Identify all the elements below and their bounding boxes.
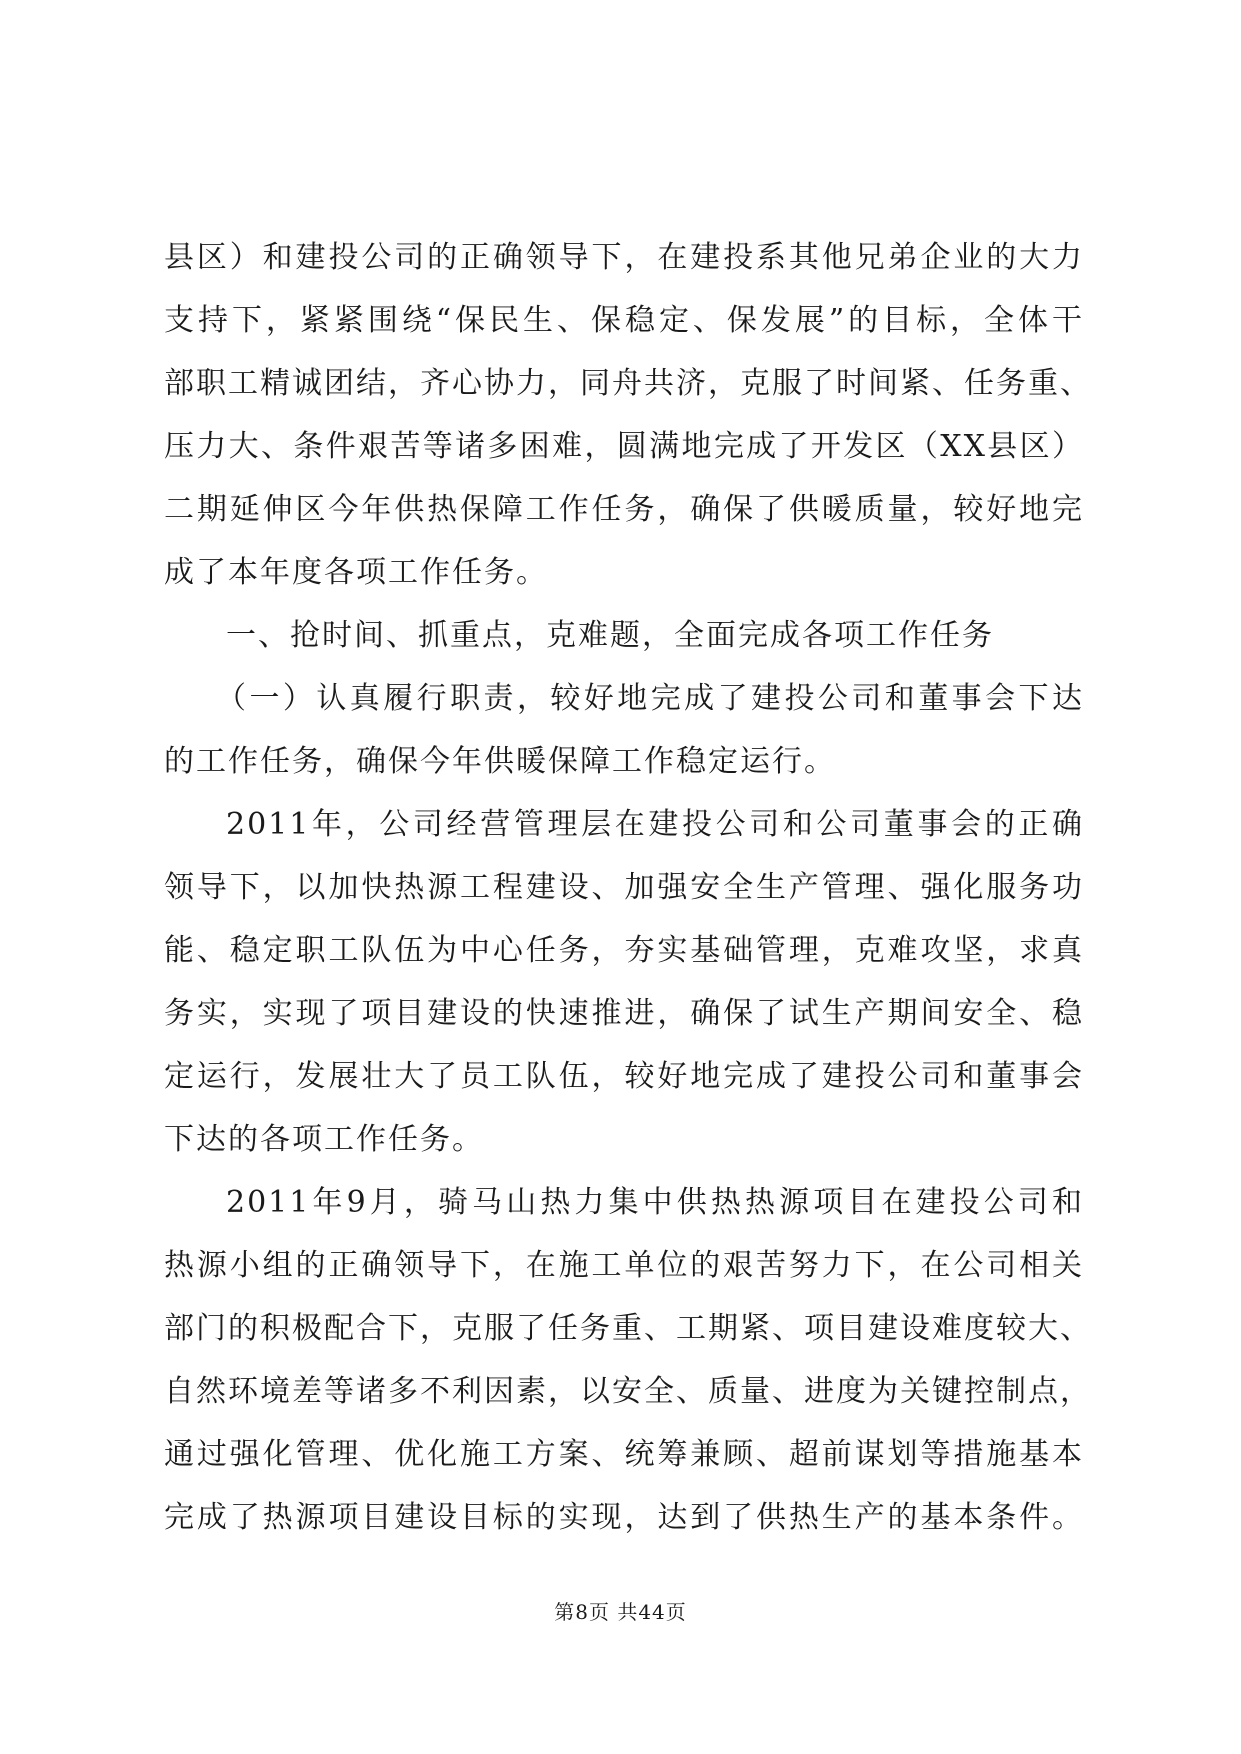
section-heading: 一、抢时间、抓重点，克难题，全面完成各项工作任务 xyxy=(226,618,994,653)
text-line: 务实，实现了项目建设的快速推进，确保了试生产期间安全、稳 xyxy=(164,996,1084,1031)
text-line: 下达的各项工作任务。 xyxy=(164,1122,484,1157)
subsection-heading: （一）认真履行职责，较好地完成了建投公司和董事会下达 xyxy=(216,681,1084,716)
text-line: 领导下，以加快热源工程建设、加强安全生产管理、强化服务功 xyxy=(164,870,1084,905)
text-line: 定运行，发展壮大了员工队伍，较好地完成了建投公司和董事会 xyxy=(164,1059,1084,1094)
text-line: 通过强化管理、优化施工方案、统筹兼顾、超前谋划等措施基本 xyxy=(164,1437,1084,1472)
text-line: 二期延伸区今年供热保障工作任务，确保了供暖质量，较好地完 xyxy=(164,492,1084,527)
page-number: 第8页 共44页 xyxy=(554,1600,687,1624)
text-line: 自然环境差等诸多不利因素，以安全、质量、进度为关键控制点， xyxy=(164,1374,1092,1409)
text-line: 压力大、条件艰苦等诸多困难，圆满地完成了开发区（XX县区） xyxy=(164,429,1084,464)
text-line: 热源小组的正确领导下，在施工单位的艰苦努力下，在公司相关 xyxy=(164,1248,1084,1283)
text-line: 支持下，紧紧围绕“保民生、保稳定、保发展”的目标，全体干 xyxy=(164,303,1084,338)
text-line: 部职工精诚团结，齐心协力，同舟共济，克服了时间紧、任务重、 xyxy=(164,366,1092,401)
text-line: 2011年，公司经营管理层在建投公司和公司董事会的正确 xyxy=(226,807,1084,842)
text-line: 县区）和建投公司的正确领导下，在建投系其他兄弟企业的大力 xyxy=(164,240,1084,275)
document-body xyxy=(164,226,1092,1549)
text-line: 的工作任务，确保今年供暖保障工作稳定运行。 xyxy=(164,744,836,779)
text-line: 成了本年度各项工作任务。 xyxy=(164,555,548,590)
text-line: 部门的积极配合下，克服了任务重、工期紧、项目建设难度较大、 xyxy=(164,1311,1092,1346)
text-line: 完成了热源项目建设目标的实现，达到了供热生产的基本条件。 xyxy=(164,1500,1084,1535)
text-line: 2011年9月，骑马山热力集中供热热源项目在建投公司和 xyxy=(226,1185,1084,1220)
text-line: 能、稳定职工队伍为中心任务，夯实基础管理，克难攻坚，求真 xyxy=(164,933,1084,968)
